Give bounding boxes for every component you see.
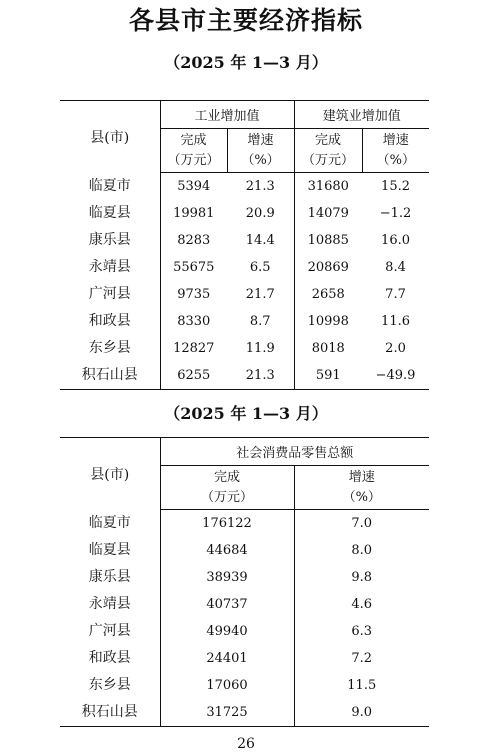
page-title: 各县市主要经济指标: [128, 6, 363, 35]
table-retail-sales: [60, 437, 429, 727]
retail-growth-value: 4.6: [294, 591, 429, 618]
construction-done-value: 20869: [294, 254, 362, 281]
industry-done-value: 55675: [173, 260, 215, 275]
county-name: 积石山县: [60, 699, 160, 727]
county-name: 和政县: [60, 308, 160, 335]
col-header-industry-done: 完成 （万元）: [160, 129, 227, 173]
col-header-construction-growth: 增速 （%）: [362, 129, 429, 173]
industry-growth-value: 21.7: [245, 287, 275, 302]
industry-growth-value: 14.4: [245, 233, 275, 248]
construction-done-value: 31680: [294, 173, 362, 201]
table-row: [60, 699, 429, 727]
table-row: [60, 200, 429, 227]
table-row: [60, 308, 429, 335]
col-header-retail-done: 完成 （万元）: [160, 466, 294, 510]
table1-period: （2025 年 1—3 月）: [164, 53, 328, 72]
construction-growth-value: 15.2: [381, 179, 410, 194]
retail-done-value: 24401: [206, 651, 248, 666]
retail-growth-value: 7.0: [294, 510, 429, 538]
table-row: [60, 281, 429, 308]
table-row: [60, 645, 429, 672]
table-row: [60, 672, 429, 699]
retail-growth-value: 8.0: [294, 537, 429, 564]
table-row: [60, 227, 429, 254]
retail-growth-value: 9.0: [294, 699, 429, 727]
retail-done-value: 44684: [206, 543, 248, 558]
industry-done-value: 12827: [173, 341, 215, 356]
county-name: 临夏县: [60, 537, 160, 564]
col-header-industry-growth: 增速 （%）: [227, 129, 294, 173]
table-row: [60, 591, 429, 618]
retail-growth-value: 9.8: [294, 564, 429, 591]
table-row: [60, 618, 429, 645]
construction-done-value: 10885: [294, 227, 362, 254]
retail-growth-value: 11.5: [294, 672, 429, 699]
industry-growth-value: 21.3: [245, 368, 275, 383]
retail-done-value: 31725: [206, 705, 248, 720]
industry-done-value: 19981: [173, 206, 215, 221]
col-header-retail-growth: 增速 （%）: [294, 466, 429, 510]
construction-growth-value: 8.4: [385, 260, 406, 275]
county-header: 县(市): [60, 101, 160, 173]
retail-growth-value: 6.3: [294, 618, 429, 645]
county-header: 县(市): [60, 438, 160, 510]
construction-done-value: 14079: [294, 200, 362, 227]
county-name: 康乐县: [60, 227, 160, 254]
table-industry-construction: [60, 100, 429, 390]
county-name: 广河县: [60, 618, 160, 645]
col-header-construction-done: 完成 （万元）: [294, 129, 362, 173]
county-name: 积石山县: [60, 362, 160, 390]
construction-growth-value: 7.7: [385, 287, 406, 302]
construction-growth-value: −1.2: [379, 206, 412, 221]
retail-done-value: 49940: [206, 624, 248, 639]
construction-done-value: 8018: [294, 335, 362, 362]
table-row: [60, 362, 429, 390]
construction-growth-value: 2.0: [385, 341, 406, 356]
page-number: 26: [237, 736, 255, 752]
retail-done-value: 17060: [206, 678, 248, 693]
retail-growth-value: 7.2: [294, 645, 429, 672]
group-header-industry: 工业增加值: [160, 101, 294, 129]
county-name: 康乐县: [60, 564, 160, 591]
table-row: [60, 510, 429, 538]
retail-done-value: 176122: [202, 516, 252, 531]
construction-growth-value: −49.9: [375, 368, 416, 383]
construction-growth-value: 16.0: [381, 233, 410, 248]
industry-done-value: 5394: [177, 179, 211, 194]
industry-done-value: 9735: [177, 287, 211, 302]
industry-growth-value: 6.5: [249, 260, 271, 275]
retail-done-value: 40737: [206, 597, 248, 612]
group-header-retail: 社会消费品零售总额: [160, 438, 429, 466]
construction-done-value: 591: [294, 362, 362, 390]
industry-growth-value: 8.7: [249, 314, 271, 329]
county-name: 永靖县: [60, 591, 160, 618]
industry-growth-value: 20.9: [245, 206, 275, 221]
table-row: [60, 537, 429, 564]
table-row: [60, 254, 429, 281]
retail-done-value: 38939: [206, 570, 248, 585]
group-header-construction: 建筑业增加值: [294, 101, 429, 129]
county-name: 和政县: [60, 645, 160, 672]
table-row: [60, 335, 429, 362]
county-name: 广河县: [60, 281, 160, 308]
industry-growth-value: 21.3: [245, 179, 275, 194]
table-row: [60, 173, 429, 201]
construction-done-value: 10998: [294, 308, 362, 335]
county-name: 临夏县: [60, 200, 160, 227]
construction-growth-value: 11.6: [381, 314, 410, 329]
county-name: 东乡县: [60, 672, 160, 699]
table-row: [60, 564, 429, 591]
construction-done-value: 2658: [294, 281, 362, 308]
county-name: 永靖县: [60, 254, 160, 281]
industry-growth-value: 11.9: [245, 341, 275, 356]
table2-period: （2025 年 1—3 月）: [164, 404, 328, 423]
industry-done-value: 6255: [177, 368, 211, 383]
county-name: 东乡县: [60, 335, 160, 362]
industry-done-value: 8330: [177, 314, 211, 329]
county-name: 临夏市: [60, 510, 160, 538]
county-name: 临夏市: [60, 173, 160, 201]
industry-done-value: 8283: [177, 233, 211, 248]
